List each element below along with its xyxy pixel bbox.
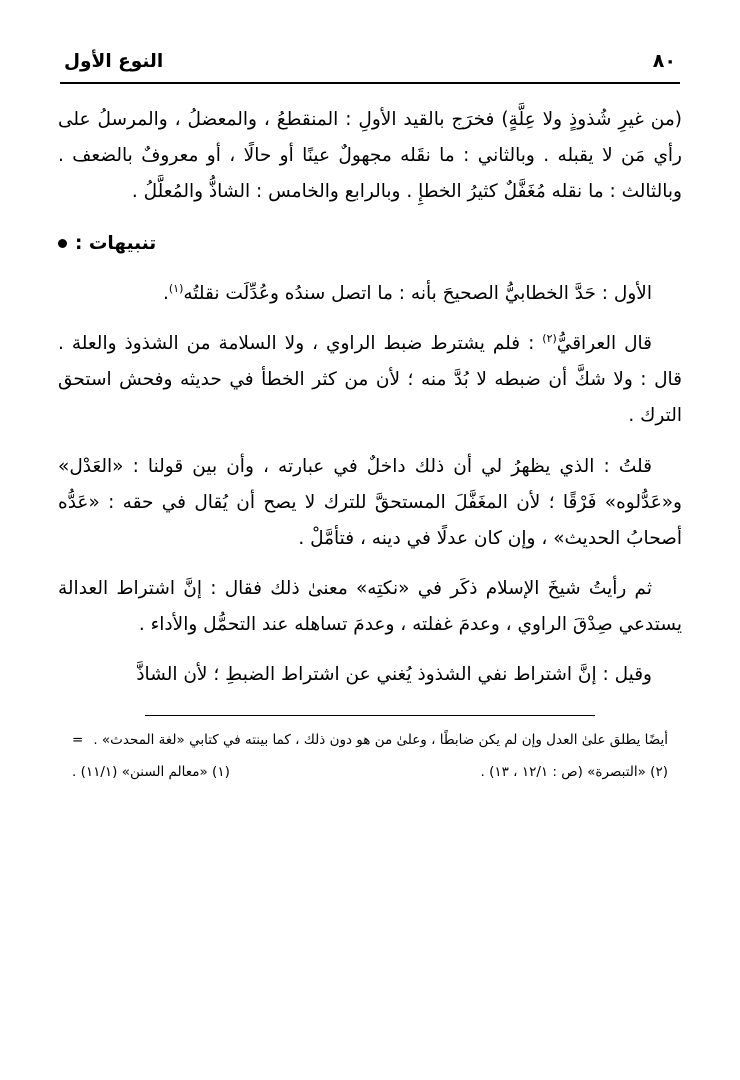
header-title: النوع الأول xyxy=(64,51,164,72)
footnote-item-2: (٢) «التبصرة» (ص : ١٢/١ ، ١٣) . xyxy=(480,763,668,780)
footnote-continuation-marker: = xyxy=(72,731,84,748)
footnote-divider xyxy=(145,715,594,716)
note-iraqi-footnote-ref: (٢) xyxy=(542,332,557,346)
header-divider xyxy=(60,82,680,84)
paragraph-note-qultu: قلتُ : الذي يظهرُ لي أن ذلك داخلٌ في عبارته ، وأن بين قولنا : «العَدْل» و«عَدُّلوه» فَرْقًا ؛ لأن المغَفَّلَ المستحقَّ للترك لا يصح أن يُقال في حقه : «عَدُّه أصحابُ الحديث» ، وإن كان عدلًا في دينه ، فتأمَّلْ . xyxy=(58,455,682,549)
paragraph-note-shaykh: ثم رأيتُ شيخَ الإسلام ذكَر في «نكتِه» معنىٰ ذلك فقال : إنَّ اشتراط العدالة يستدعي صِدْقَ الراوي ، وعدمَ غفلته ، وعدمَ تساهله عند التحمُّل والأداء . xyxy=(58,577,682,635)
note-iraqi-rest: : فلم يشترط ضبط الراوي ، ولا السلامة من الشذوذ والعلة . قال : ولا شكَّ أن ضبطه لا بُدَّ منه ؛ لأن من كثر الخطأ في حديثه وفحش استحق الترك . xyxy=(58,333,682,427)
paragraph-note-first xyxy=(58,276,682,312)
footnote-items-row xyxy=(72,760,668,786)
note-first-footnote-ref: (١) xyxy=(168,282,184,296)
bullet-heading-notes xyxy=(58,226,682,262)
page-header xyxy=(58,50,682,72)
footnotes-section xyxy=(58,728,682,785)
page-number: ٨٠ xyxy=(652,50,676,72)
paragraph-note-iraqi xyxy=(58,326,682,434)
footnote-continuation xyxy=(72,728,668,754)
footnote-item-1: (١) «معالم السنن» (١١/١) . xyxy=(72,763,230,780)
bullet-dot-icon xyxy=(58,239,67,248)
bullet-heading-label: تنبيهات : xyxy=(75,233,157,255)
note-iraqi-lead: قال العراقيُّ xyxy=(556,333,652,355)
paragraph-note-qila: وقيل : إنَّ اشتراط نفي الشذوذ يُغني عن اشتراط الضبطِ ؛ لأن الشاذَّ xyxy=(136,663,652,685)
paragraph-definition: (من غيرِ شُذوذٍ ولا عِلَّةٍ) فخرَج بالقيد الأولِ : المنقطعُ ، والمعضلُ ، والمرسلُ على رأي مَن لا يقبله . وبالثاني : ما نقَله مجهولٌ عينًا أو حالًا ، أو معروفٌ بالضعف . وبالثالث : ما نقله مُغَفَّلٌ كثيرُ الخطإِ . وبالرابع والخامس : الشاذُّ والمُعلَّلُ . xyxy=(58,109,682,203)
note-first-text: الأول : حَدَّ الخطابيُّ الصحيحَ بأنه : ما اتصل سندُه وعُدِّلَت نقلتُه xyxy=(183,283,652,305)
page-body xyxy=(58,102,682,693)
footnote-continuation-text: أيضًا يطلق علىٰ العدل وإن لم يكن ضابطًا ، وعلىٰ من هو دون ذلك ، كما بينته في كتابي «لغة المحدث» . xyxy=(93,731,668,748)
note-first-tail: . xyxy=(162,283,169,305)
